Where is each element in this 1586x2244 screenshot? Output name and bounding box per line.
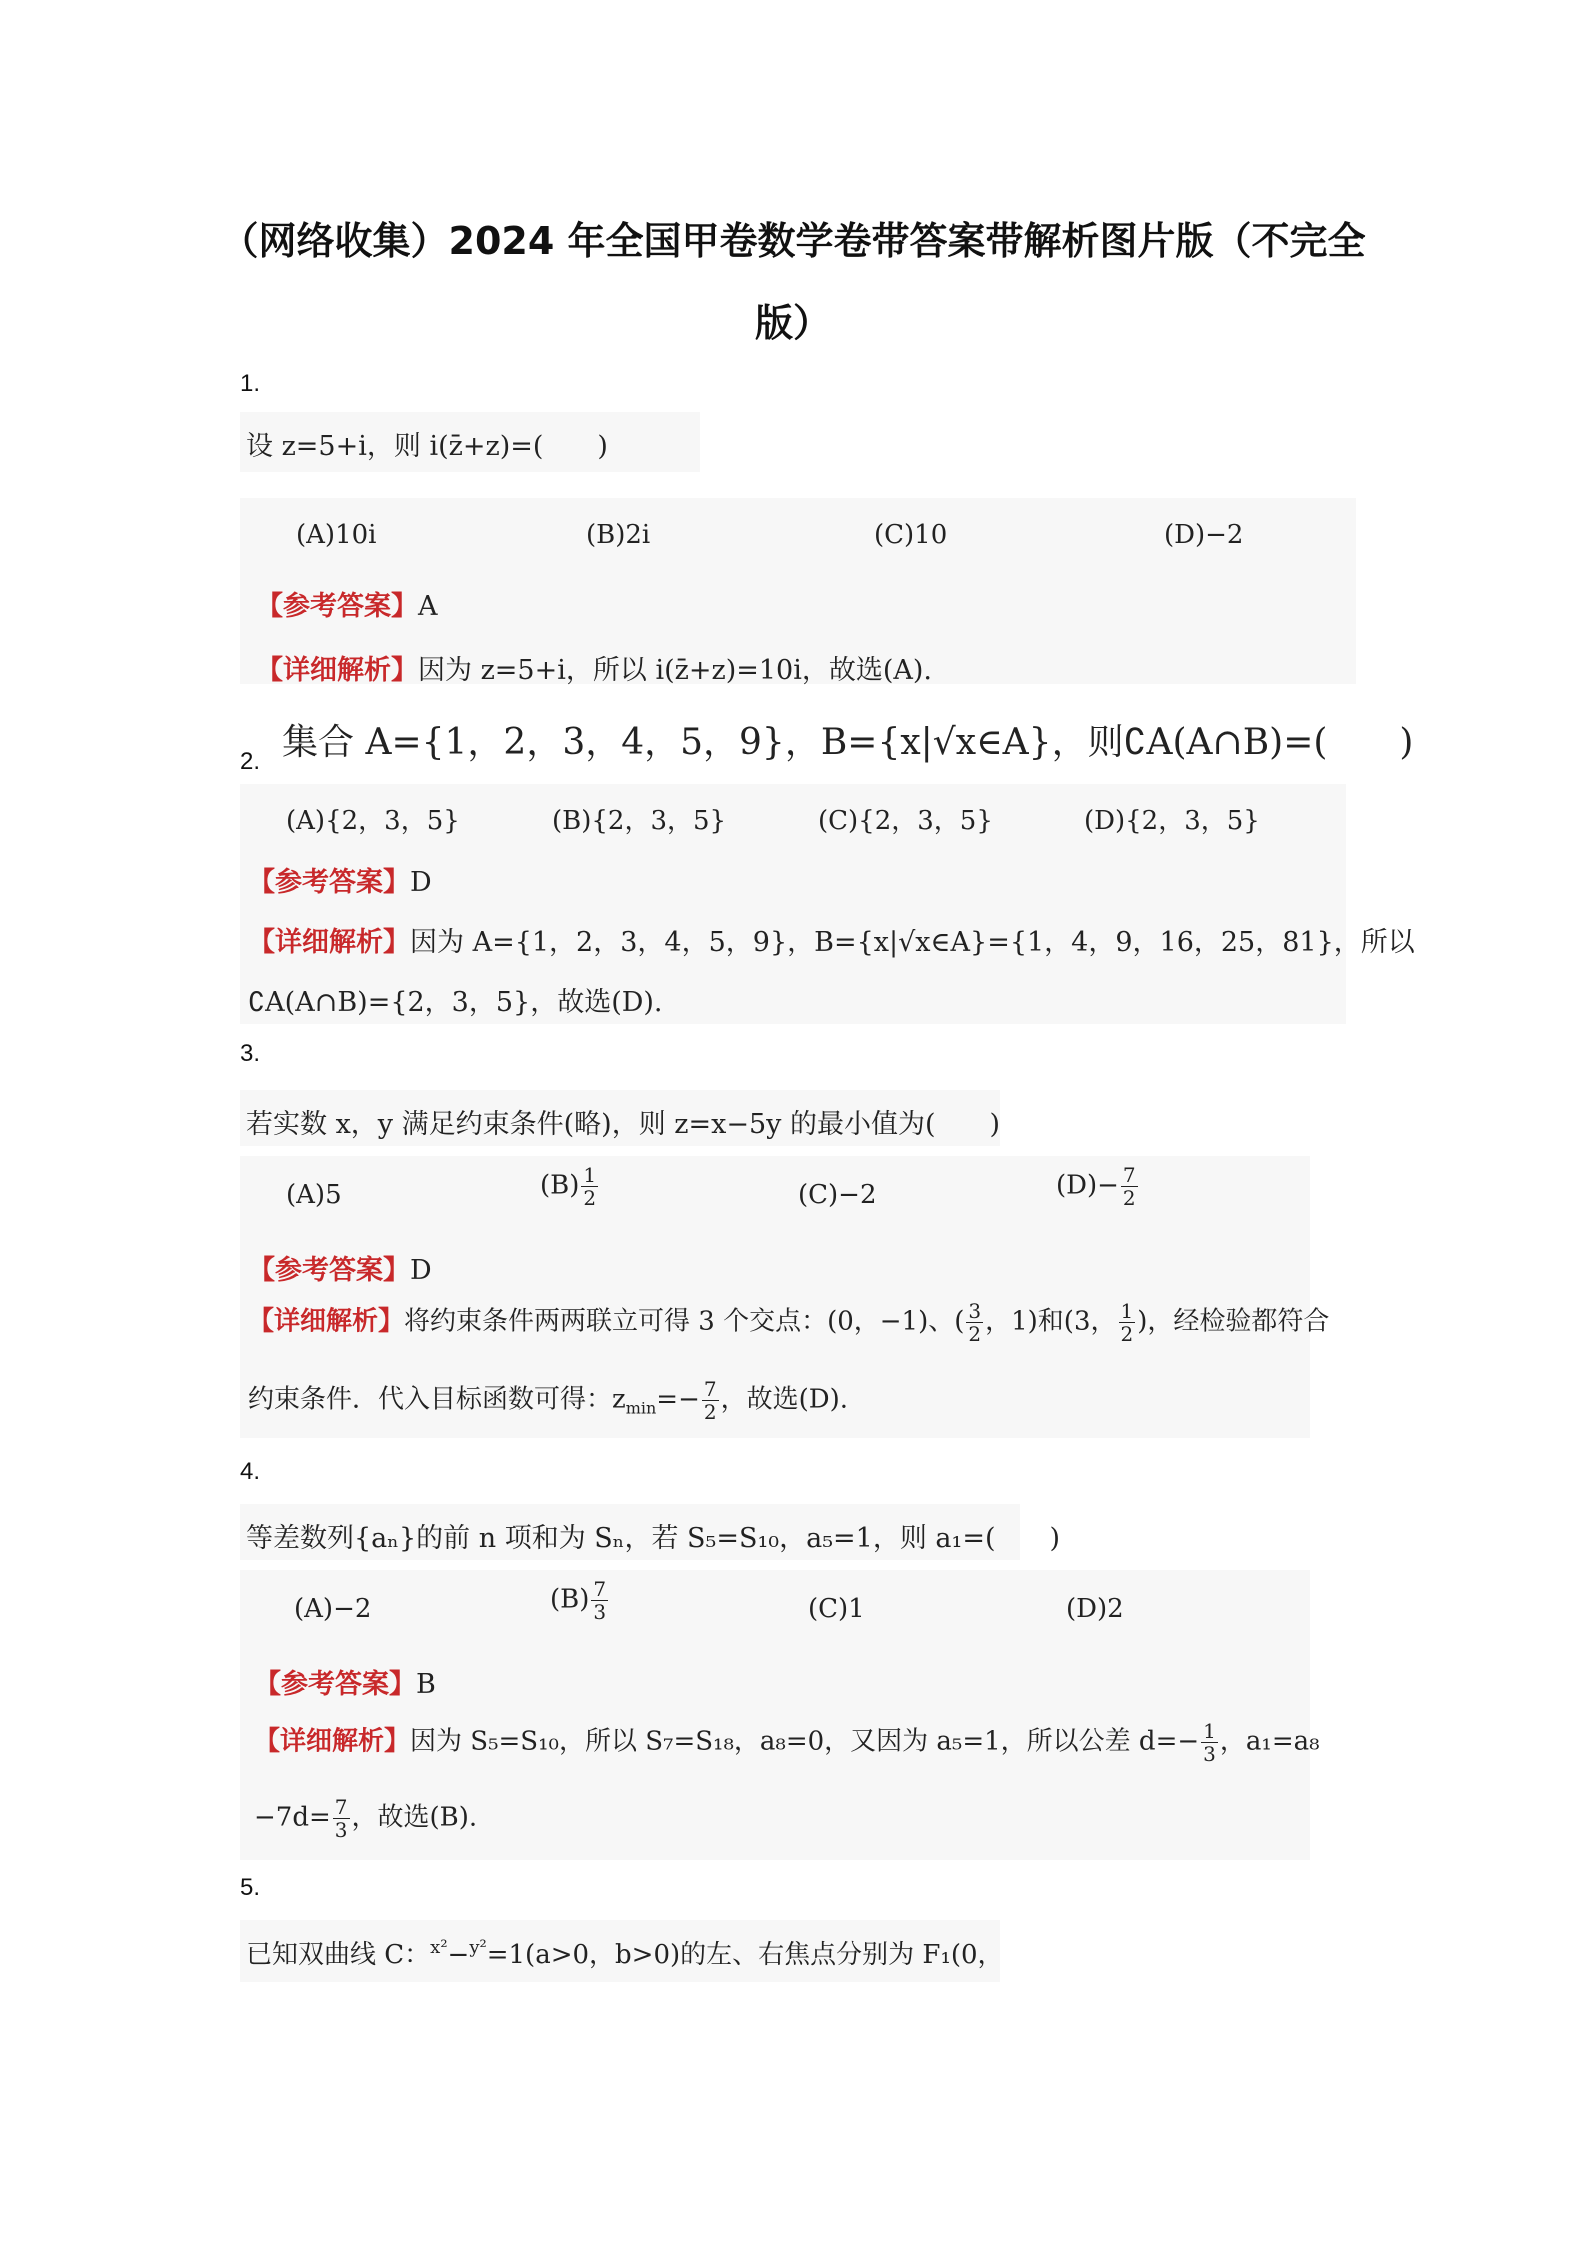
question-2-option-d: (D){2，3，5}: [1084, 806, 1260, 836]
question-3-stem-panel: [240, 1090, 1000, 1146]
answer-value: B: [416, 1669, 436, 1700]
answer-label: 【参考答案】: [256, 591, 418, 622]
question-3-option-a: (A)5: [286, 1180, 342, 1210]
analysis-text: 因为 z=5+i，所以 i(z̄+z)=10i，故选(A).: [418, 655, 932, 686]
question-2-analysis-line1: [248, 920, 1415, 959]
question-1-answer: [256, 584, 438, 623]
question-4-stem-panel: [240, 1504, 1061, 1560]
question-3-analysis-line1: 【详细解析】将约束条件两两联立可得 3 个交点：(0，−1)、( $\frac{3}{2}$ ，1)和(3， $\frac{1}{2}$ )，经检验都符合: [248, 1299, 1330, 1346]
answer-value: D: [410, 867, 432, 898]
question-2-body-panel: [240, 784, 1415, 1024]
question-2-analysis-line2: ∁A(A∩B)={2，3，5}，故选(D).: [248, 987, 663, 1018]
analysis-label: 【详细解析】: [254, 1726, 411, 1757]
question-1-stem: 设 z=5+i，则 i(z̄+z)=( ): [246, 431, 608, 462]
question-4-stem: 等差数列{aₙ}的前 n 项和为 Sₙ，若 S₅=S₁₀，a₅=1，则 a₁=( ): [246, 1523, 1061, 1554]
answer-label: 【参考答案】: [248, 867, 410, 898]
question-1-stem-panel: [240, 412, 700, 472]
question-3-option-d: (D)− $\frac{7}{2}$: [1056, 1163, 1136, 1210]
question-3-stem: 若实数 x，y 满足约束条件(略)，则 z=x−5y 的最小值为( ): [246, 1109, 1001, 1140]
question-5-number: 5.: [240, 1874, 261, 1901]
question-2-option-a: (A){2，3，5}: [286, 806, 460, 836]
question-4-option-b: (B) $\frac{7}{3}$: [550, 1577, 607, 1624]
answer-value: A: [418, 591, 438, 622]
question-4-option-c: (C)1: [808, 1594, 865, 1624]
question-4-answer: [254, 1662, 436, 1701]
question-2-answer: [248, 860, 432, 899]
page-title-line1: （网络收集）2024 年全国甲卷数学卷带答案带解析图片版（不完全: [220, 219, 1366, 263]
analysis-label: 【详细解析】: [248, 927, 410, 958]
question-2-option-b: (B){2，3，5}: [552, 806, 727, 836]
question-1-option-d: (D)−2: [1164, 520, 1244, 550]
question-4-option-d: (D)2: [1066, 1594, 1124, 1624]
analysis-label: 【详细解析】: [256, 655, 418, 686]
question-2-number: 2.: [240, 748, 261, 775]
question-4-body-panel: [240, 1570, 1320, 1860]
question-3-option-b: (B) $\frac{1}{2}$: [540, 1163, 597, 1210]
question-2-option-c: (C){2，3，5}: [818, 806, 993, 836]
question-5-stem-panel: [240, 1920, 1004, 1982]
question-3-option-c: (C)−2: [798, 1180, 877, 1210]
question-3-number: 3.: [240, 1040, 261, 1067]
question-1-analysis: [256, 648, 932, 687]
question-1-number: 1.: [240, 370, 261, 397]
question-1-option-c: (C)10: [874, 520, 948, 550]
question-1-body-panel: [240, 498, 1356, 684]
question-3-answer: [248, 1248, 432, 1287]
question-4-number: 4.: [240, 1458, 261, 1485]
question-2-stem: 集合 A={1，2，3，4，5，9}，B={x|√x∈A}，则∁A(A∩B)=( ): [282, 722, 1414, 763]
answer-label: 【参考答案】: [248, 1255, 410, 1286]
question-3-body-panel: [240, 1156, 1330, 1438]
analysis-label: 【详细解析】: [248, 1306, 405, 1337]
page-title-line2: 版）: [754, 301, 831, 345]
question-3-analysis-line2: 约束条件．代入目标函数可得：$z_{min}=-$ $\frac{7}{2}$ ，故选(D).: [248, 1377, 849, 1424]
question-1-option-a: (A)10i: [296, 520, 377, 550]
answer-label: 【参考答案】: [254, 1669, 416, 1700]
question-4-analysis-line2: −7d= $\frac{7}{3}$ ，故选(B).: [254, 1795, 478, 1842]
analysis-text: 因为 A={1，2，3，4，5，9}，B={x|√x∈A}={1，4，9，16，25，81}，所以: [410, 927, 1415, 958]
answer-value: D: [410, 1255, 432, 1286]
question-4-option-a: (A)−2: [294, 1594, 372, 1624]
question-4-analysis-line1: 【详细解析】因为 S₅=S₁₀，所以 S₇=S₁₈，a₈=0，又因为 a₅=1，所以公差 d=− $\frac{1}{3}$ ，a₁=a₈: [254, 1719, 1320, 1766]
question-5-stem: 已知双曲线 C：$^{x^2}$−$^{y^2}$=1(a>0，b>0)的左、右焦点分别为 F₁(0，: [246, 1937, 1004, 1970]
question-1-option-b: (B)2i: [586, 520, 651, 550]
